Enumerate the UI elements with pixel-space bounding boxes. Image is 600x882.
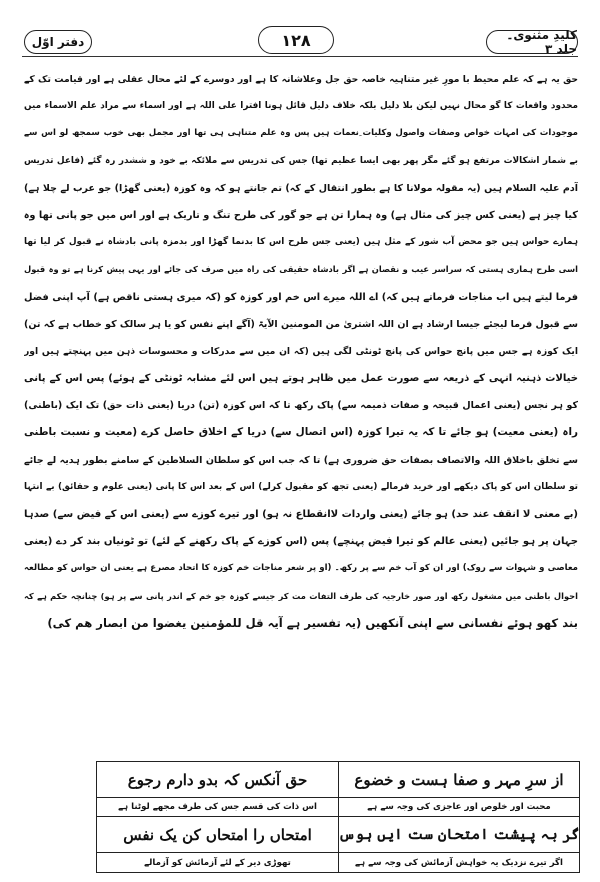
text-line: کیا چیز ہے (یعنی کس چیز کی مثال ہے) وہ ہمارا تن ہے جو گور کی طرح تنگ و تاریک ہے اور اس میں جو پانی تھا وہ	[24, 209, 578, 221]
page-number-badge	[258, 26, 334, 54]
verse-1-right: از سرِ مہر و صفا ہست و خضوع	[338, 762, 579, 798]
text-line: تو سلطان اس کو پاک دیکھے اور خرید فرمالے (یعنی تجھ کو مقبول کرلے) اس کے بعد اس کا پانی (یعنی علوم و حقائق) بے انتہا	[24, 481, 578, 492]
text-line: موجودات کی امہات خواص وصفات واصول وکلیات ِنعمات ہیں پس وہ علم متناہی ہی تھا اور مجمل بھی خوب سمجھ لو اس سے	[24, 128, 578, 139]
commentary-text	[24, 66, 578, 637]
text-line: فرما لیتے ہیں اب مناجات فرماتے ہیں کہ) اے اللہ میرے اس خم اور کوزہ کو (کہ میری ہستی ناقص ہے) آپ اپنی فضل	[24, 291, 578, 303]
text-line: بند کھو ہوئے نفسانی سے اپنی آنکھیں (یہ تفسیر ہے آیہ قل للمؤمنین یغضوا من ابصار ھم کی)	[47, 615, 578, 630]
page-number: ۱۲۸	[281, 30, 311, 50]
text-line: بے شمار اشکالات مرتفع ہو گئے مگر پھر بھی ایسا عظیم تھا) جس کی تدریس سے ملائکہ بے خود و ششدر رہ گئے (فاعل تدریس	[24, 155, 578, 166]
text-line: اسی طرح ہماری ہستی کہ سراسر عیب و نقصان ہے اگر بادشاہ حقیقی کی راہ میں صرف کی جائے اور یہی پیش کرنا ہے تو وہ قبول	[24, 264, 578, 275]
verse-1-left: حق آنکس کہ بدو دارم رجوع	[97, 762, 338, 798]
translation-1-left: اس ذات کی قسم جس کی طرف مجھے لوٹنا ہے	[97, 798, 338, 817]
translation-1-right: محبت اور خلوص اور عاجزی کی وجہ سے ہے	[338, 798, 579, 817]
text-line: سے قبول فرما لیجئے جیسا ارشاد ہے ان اللہ اشتریٰ من المومنین الآیۃ (آگے اپنے نفس کو یا ہر سالک کو خطاب ہے کہ تن)	[24, 318, 578, 330]
text-line: خیالات ذہنیہ انہی کے ذریعہ سے صورت عمل میں ظاہر ہوتے ہیں اس لئے مشابہ ٹونٹی کے ہوئے) پس اس کے پانی	[24, 373, 578, 385]
book-title-badge	[486, 30, 578, 54]
text-line: احوال باطنی میں مشغول رکھ اور صور خارجیہ کی طرف التفات مت کر جیسے کوزہ جو خم کے اندر پانی سے پر ہو) چنانچہ حکم ہے کہ	[24, 590, 578, 601]
text-line: سے تخلق باخلاق اللہ والاتصاف بصفات حق ضروری ہے) تا کہ جب اس کو سلطان السلاطین کے سامنے بطور ہدیہ لے جائے	[24, 454, 578, 466]
verse-2-left: امتحاں را امتحاں کن یک نفس	[97, 817, 338, 853]
verse-2-right: گر بہ پیشت امتحان ست ایں ہوس	[338, 817, 579, 853]
text-line: راہ (یعنی معیت) ہو جائے تا کہ یہ تیرا کوزہ (اس اتصال سے) دریا کے اخلاق حاصل کرے (معیت و نسبت باطنی	[24, 426, 578, 439]
text-line: محدود واقعات کا گو محال نہیں لیکن بلا دلیل بلکہ خلاف دلیل قائل ہونا افترا علی اللہ ہے اور اسماء سے مراد علم الاسماء میں	[24, 101, 578, 112]
section-badge	[24, 30, 92, 54]
section-title: دفتر اوّل	[31, 35, 85, 49]
text-line: ہمارے حواس ہیں جو محض آب شور کے مثل ہیں (یعنی جس طرح اس کا بدنما گھڑا اور بدمزہ پانی بادشاہ نے قبول کر لیا تھا	[24, 237, 578, 248]
text-line: جہان پر ہو جائیں (یعنی عالم کو تیرا فیض پہنچے) پس (اس کوزے کے پاک رکھنے کے لئے) تو ٹونیاں بند کر دے (یعنی	[24, 536, 578, 548]
text-line: آدم علیہ السلام ہیں (یہ مقولہ مولانا کا ہے بطور انتقال کے کہ) تم جانتے ہو کہ وہ کوزہ (یعنی گھڑا) جو عرب لے چلا ہے)	[24, 182, 578, 194]
verse-table	[96, 761, 580, 873]
text-line: کو ہر نجس (یعنی اعمال قبیحہ و صفات ذمیمہ سے) پاک رکھ تا کہ اس کوزہ (تن) دریا (یعنی ذات حق) تک ایک (باطنی)	[24, 400, 578, 412]
text-line: (بے معنی لا انقف عند حد) ہو جائے (یعنی واردات لاانقطاع نہ ہو) اور تیرے کوزے سے (یعنی اس کے فیض سے) صدہا	[24, 509, 578, 520]
translation-2-right: اگر تیرے نزدیک یہ خواہش آزمائش کی وجہ سے ہے	[338, 853, 579, 872]
book-title: کلیدِ مثنوی۔ جلد ۳	[506, 28, 577, 56]
text-line: حق یہ ہے کہ علم محیط با مورِ غیر متناہیہ خاصہ حق جل وعلاشانہ کا ہے اور دوسرے کے لئے محال عقلی ہے اور قیامت تک کے	[24, 74, 578, 85]
translation-2-left: تھوڑی دیر کے لئے آزمائش کو آزمالے	[144, 857, 291, 868]
header-divider	[22, 56, 578, 57]
text-line: معاصی و شہوات سے روک) اور ان کو آب خم سے پر رکھ۔ (او پر شعر مناجات خم کوزہ کا اتحاد مصرع ہے یعنی ان حواس کو مطالعہ	[24, 563, 578, 574]
text-line: ایک کوزہ ہے جس میں پانچ حواس کی پانچ ٹونٹی لگی ہیں (کہ ان میں سے مدرکات و محسوسات ذہن میں پہنچتے ہیں اور	[24, 345, 578, 357]
